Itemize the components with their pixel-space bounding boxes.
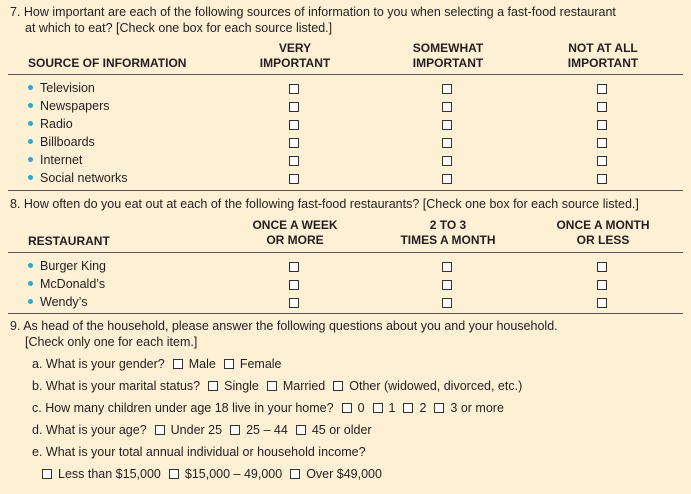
q9-text-line2: [Check only one for each item.]	[25, 335, 198, 349]
checkbox[interactable]	[342, 403, 352, 413]
checkbox[interactable]	[442, 120, 452, 130]
q8-col-monthly	[538, 218, 668, 248]
checkbox[interactable]	[373, 403, 383, 413]
option-label: 25 – 44	[246, 423, 288, 437]
q8-col2-line2: TIMES A MONTH	[400, 233, 496, 247]
q7-text-line2: at which to eat? [Check one box for each source listed.]	[25, 21, 333, 35]
checkbox[interactable]	[289, 138, 299, 148]
q7-col-source: SOURCE OF INFORMATION	[28, 56, 187, 70]
checkbox[interactable]	[597, 298, 607, 308]
q7-item-label: Radio	[40, 117, 73, 131]
q8-item-label: McDonald’s	[40, 277, 106, 291]
checkbox[interactable]	[289, 298, 299, 308]
q7-text-line1: 7. How important are each of the following sources of information to you when selecting a fast-food restaurant	[10, 5, 616, 19]
option-label: Over $49,000	[306, 467, 382, 481]
checkbox[interactable]	[173, 359, 183, 369]
bullet-icon	[28, 139, 33, 144]
checkbox[interactable]	[224, 359, 234, 369]
q8-item-label: Burger King	[40, 259, 107, 273]
q9d-line	[32, 422, 372, 438]
checkbox[interactable]	[442, 156, 452, 166]
checkbox[interactable]	[442, 262, 452, 272]
list-item	[28, 170, 128, 186]
checkbox[interactable]	[442, 298, 452, 308]
option-label: Single	[224, 379, 259, 393]
q7-col1-line2: IMPORTANT	[259, 56, 331, 70]
option-label: Female	[239, 357, 282, 371]
q8-text: 8. How often do you eat out at each of the following fast-food restaurants? [Check one box for each source listed.]	[10, 197, 639, 211]
checkbox[interactable]	[597, 280, 607, 290]
q8-col-2to3	[383, 218, 513, 248]
checkbox[interactable]	[208, 381, 218, 391]
q9d-question: d. What is your age?	[32, 423, 147, 437]
checkbox[interactable]	[403, 403, 413, 413]
q7-col2-line1: SOMEWHAT	[412, 41, 484, 55]
q7-col1-line1: VERY	[278, 41, 312, 55]
checkbox[interactable]	[230, 425, 240, 435]
q8-col1-line2: OR MORE	[266, 233, 324, 247]
option-label: 3 or more	[450, 401, 504, 415]
bullet-icon	[28, 281, 33, 286]
bullet-icon	[28, 85, 33, 90]
q8-bottom-rule	[8, 313, 683, 314]
option-label: Less than $15,000	[58, 467, 161, 481]
bullet-icon	[28, 121, 33, 126]
checkbox[interactable]	[442, 280, 452, 290]
bullet-icon	[28, 175, 33, 180]
checkbox[interactable]	[296, 425, 306, 435]
list-item	[28, 116, 73, 132]
checkbox[interactable]	[333, 381, 343, 391]
q7-item-label: Billboards	[40, 135, 95, 149]
checkbox[interactable]	[289, 174, 299, 184]
list-item	[28, 98, 109, 114]
option-label: 1	[388, 401, 396, 415]
checkbox[interactable]	[597, 262, 607, 272]
q8-col-restaurant: RESTAURANT	[28, 234, 110, 248]
checkbox[interactable]	[442, 102, 452, 112]
checkbox[interactable]	[169, 469, 179, 479]
option-label: Under 25	[170, 423, 223, 437]
list-item	[28, 294, 87, 310]
checkbox[interactable]	[155, 425, 165, 435]
q7-item-label: Internet	[40, 153, 83, 167]
list-item	[28, 258, 106, 274]
checkbox[interactable]	[289, 280, 299, 290]
q9c-line	[32, 400, 504, 416]
q9c-question: c. How many children under age 18 live in your home?	[32, 401, 334, 415]
q7-item-label: Social networks	[40, 171, 128, 185]
q9-text-line1: 9. As head of the household, please answer the following questions about you and your household.	[10, 319, 558, 333]
checkbox[interactable]	[434, 403, 444, 413]
checkbox[interactable]	[42, 469, 52, 479]
checkbox[interactable]	[289, 120, 299, 130]
option-label: Other (widowed, divorced, etc.)	[349, 379, 523, 393]
q8-col-weekly	[230, 218, 360, 248]
q9-question	[10, 318, 558, 350]
q9e-options-line	[42, 466, 382, 482]
option-label: Married	[282, 379, 326, 393]
option-label: 2	[419, 401, 427, 415]
list-item	[28, 276, 105, 292]
checkbox[interactable]	[597, 174, 607, 184]
q8-header-rule	[8, 252, 683, 253]
q7-col-very-important	[235, 41, 355, 71]
option-label: 45 or older	[311, 423, 372, 437]
q8-col3-line1: ONCE A MONTH	[556, 218, 650, 232]
q7-col3-line1: NOT AT ALL	[568, 41, 638, 55]
option-label: $15,000 – 49,000	[184, 467, 283, 481]
q9b-line	[32, 378, 522, 394]
checkbox[interactable]	[289, 262, 299, 272]
q8-item-label: Wendy’s	[40, 295, 88, 309]
checkbox[interactable]	[442, 138, 452, 148]
checkbox[interactable]	[597, 138, 607, 148]
list-item	[28, 152, 82, 168]
q9b-question: b. What is your marital status?	[32, 379, 201, 393]
q7-col3-line2: IMPORTANT	[567, 56, 639, 70]
bullet-icon	[28, 299, 33, 304]
option-label: Male	[188, 357, 216, 371]
bullet-icon	[28, 103, 33, 108]
q9e-question: e. What is your total annual individual or household income?	[32, 445, 366, 459]
checkbox[interactable]	[289, 102, 299, 112]
checkbox[interactable]	[597, 156, 607, 166]
q8-question	[10, 196, 639, 212]
q7-col2-line2: IMPORTANT	[412, 56, 484, 70]
q7-item-label: Television	[40, 81, 95, 95]
q9e-line	[32, 444, 366, 460]
q7-question	[10, 4, 616, 36]
list-item	[28, 80, 95, 96]
bullet-icon	[28, 263, 33, 268]
checkbox[interactable]	[289, 84, 299, 94]
checkbox[interactable]	[442, 84, 452, 94]
q9a-line	[32, 356, 282, 372]
q7-item-label: Newspapers	[40, 99, 110, 113]
q7-bottom-rule	[8, 190, 683, 191]
checkbox[interactable]	[289, 156, 299, 166]
checkbox[interactable]	[267, 381, 277, 391]
checkbox[interactable]	[597, 84, 607, 94]
q8-col2-line1: 2 TO 3	[429, 218, 467, 232]
q7-col-somewhat-important	[388, 41, 508, 71]
checkbox[interactable]	[597, 120, 607, 130]
list-item	[28, 134, 95, 150]
q9a-question: a. What is your gender?	[32, 357, 165, 371]
bullet-icon	[28, 157, 33, 162]
q7-col-not-important	[543, 41, 663, 71]
option-label: 0	[357, 401, 365, 415]
checkbox[interactable]	[597, 102, 607, 112]
checkbox[interactable]	[290, 469, 300, 479]
checkbox[interactable]	[442, 174, 452, 184]
q8-col1-line1: ONCE A WEEK	[252, 218, 338, 232]
q8-col3-line2: OR LESS	[576, 233, 630, 247]
q7-header-rule	[8, 74, 683, 75]
